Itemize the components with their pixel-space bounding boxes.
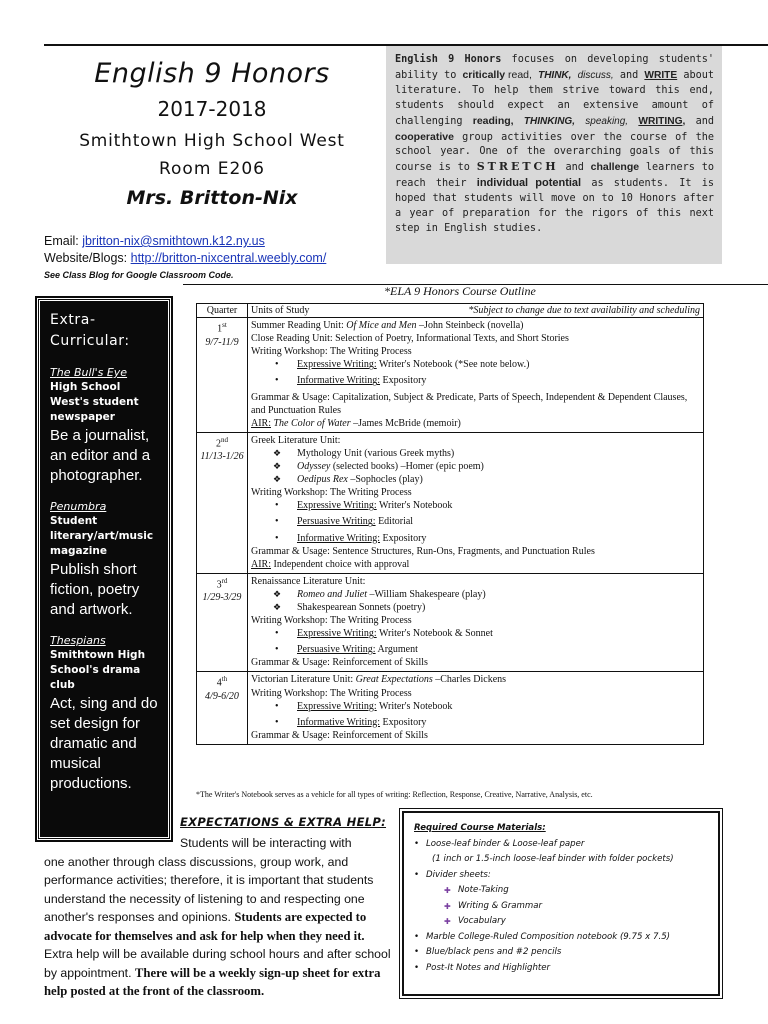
units-cell: Greek Literature Unit: ❖ Mythology Unit (various Greek myths) ❖ Odyssey (selected books) –Homer (epic poem) ❖ Oedipus Rex –Sophocles (play) Writing Workshop: The Writing Process • Expressive Writing: Writer's Notebook • Persuasive Writing: Editorial • Informative Writing: Expository Grammar & Usage: Sentence Structures, Run-Ons, Fragments, and Punctuation Rules AIR: Independent choice with approval [248, 432, 704, 573]
list-item-note: (1 inch or 1.5-inch loose-leaf binder with folder pockets) [432, 854, 674, 864]
expectations-signup: There will be a weekly sign-up sheet for extra help posted at the front of the classroom. [44, 965, 381, 998]
divider-item: ✚ Vocabulary [414, 914, 712, 930]
intro-read: read, [505, 68, 532, 81]
extra-curricular-title: Extra-Curricular: [50, 312, 130, 349]
table-row [197, 573, 704, 672]
quarter-dates: 4/9-6/20 [205, 690, 239, 702]
email-line [44, 234, 389, 248]
table-row [197, 672, 704, 744]
expectations-body [44, 834, 396, 1001]
list-item: • Blue/black pens and #2 pencils [414, 945, 712, 961]
intro-speaking: speaking, [585, 115, 629, 127]
units-cell: Renaissance Literature Unit: ❖ Romeo and Juliet –William Shakespeare (play) ❖ Shakespearean Sonnets (poetry) Writing Workshop: The Writing Process • Expressive Writing: Writer's Notebook & Sonnet • Persuasive Writing: Argument Grammar & Usage: Reinforcement of Skills [248, 573, 704, 672]
required-materials-box [402, 811, 720, 996]
quarter-cell [197, 318, 248, 433]
col-quarter: Quarter [197, 304, 248, 318]
expectations-text: Students will be interacting with [180, 836, 352, 850]
intro-reading: reading, [472, 114, 514, 127]
course-description [386, 46, 722, 264]
quarter-number: 1st [217, 321, 227, 335]
outline-subtitle: *Subject to change due to text availability and scheduling [468, 305, 700, 316]
school-name: Smithtown High School West [79, 131, 345, 151]
intro-text: focuses on developing students' ability to [395, 54, 714, 81]
intro-challenge: challenge [590, 161, 640, 174]
writers-notebook-footnote: *The Writer's Notebook serves as a vehicle for all types of writing: Reflection, Response, Creative, Narrative, Analysis, etc. [196, 790, 593, 799]
quarter-number: 4th [216, 675, 228, 689]
expectations-advocate: Students are expected to advocate for themselves and ask for help when they need it. [44, 910, 367, 943]
club-tagline: Be a journalist, an editor and a photographer. [50, 427, 151, 484]
intro-write: WRITE [644, 69, 678, 81]
extra-curricular-panel [37, 298, 171, 840]
expectations-text: one another through class discussions, group work, and performance activities; therefore, it is important that students understand the necessity of listening to and respecting one another's responses and opinions. [44, 854, 374, 924]
quarter-number: 2nd [216, 435, 228, 450]
list-item: • Marble College-Ruled Composition notebook (9.75 x 7.5) [414, 930, 712, 946]
intro-discuss: discuss, [577, 69, 614, 81]
col-units-label: Units of Study [251, 305, 310, 316]
intro-potential: individual potential [476, 177, 582, 190]
intro-text: group activities over the course of the school year. One of the overarching goals of this course is to [395, 131, 714, 174]
divider-item: ✚ Writing & Grammar [414, 899, 712, 915]
club-description: Smithtown High School's drama club [50, 649, 146, 691]
intro-text: learners to reach their [395, 162, 714, 190]
club-description: High School West's student newspaper [50, 381, 139, 423]
intro-and: and [685, 115, 714, 127]
club-name: The Bull's Eye [50, 366, 128, 379]
quarter-cell [197, 573, 248, 672]
quarter-number: 3rd [216, 576, 228, 591]
intro-critically: critically [462, 68, 506, 81]
course-title: English 9 Honors [94, 58, 330, 89]
teacher-name: Mrs. Britton-Nix [126, 187, 298, 209]
intro-think: THINK, [538, 69, 572, 81]
club-description: Student literary/art/music magazine [50, 515, 154, 557]
club-name: Thespians [50, 634, 106, 647]
intro-stretch: STRETCH [476, 160, 559, 174]
materials-title: Required Course Materials: [414, 823, 546, 833]
expectations-title: EXPECTATIONS & EXTRA HELP: [180, 815, 387, 829]
website-link[interactable]: http://britton-nixcentral.weebly.com/ [130, 251, 327, 265]
units-cell: Summer Reading Unit: Of Mice and Men –John Steinbeck (novella) Close Reading Unit: Selection of Poetry, Informational Texts, and Short Stories Writing Workshop: The Writing Process • Expressive Writing: Writer's Notebook (*See note below.) • Informative Writing: Expository Grammar & Usage: Capitalization, Subject & Predicate, Parts of Speech, Independent & Dependent Clauses, and Punctuation Rules AIR: The Color of Water –James McBride (memoir) [248, 318, 704, 433]
quarter-cell [197, 672, 248, 744]
table-header-row [197, 304, 704, 318]
intro-course-name: English 9 Honors [395, 54, 502, 65]
club-tagline: Publish short fiction, poetry and artwork. [50, 561, 140, 618]
quarter-dates: 1/29-3/29 [202, 592, 242, 604]
club-tagline: Act, sing and do set design for dramatic and musical productions. [50, 695, 158, 792]
intro-text: as students. It is hoped that students will move on to 10 Honors after a year of preparation for the rigors of this next step in English studies. [395, 178, 714, 234]
email-label: Email: [44, 234, 83, 248]
table-row [197, 432, 704, 573]
club-name: Penumbra [50, 500, 107, 513]
intro-writing: WRITING, [638, 115, 686, 127]
school-year: 2017-2018 [157, 97, 267, 121]
col-units [248, 304, 704, 318]
quarter-dates: 11/13-1/26 [200, 451, 244, 463]
intro-thinking: THINKING, [523, 115, 575, 127]
table-row [197, 318, 704, 433]
quarter-cell [197, 432, 248, 573]
intro-and: and [558, 162, 591, 174]
quarter-dates: 9/7-11/9 [205, 336, 239, 348]
website-line [44, 251, 389, 265]
header [44, 58, 380, 209]
intro-text: about literature. To help them strive toward this end, students should expect an extensive amount of challenging [395, 69, 715, 127]
intro-cooperative: cooperative [395, 130, 454, 143]
list-item: • Loose-leaf binder & Loose-leaf paper [414, 837, 712, 853]
website-label: Website/Blogs: [44, 251, 131, 265]
room-number: Room E206 [158, 159, 265, 179]
classroom-code-note: See Class Blog for Google Classroom Code. [44, 270, 234, 280]
list-item: • Divider sheets: [414, 868, 712, 884]
intro-and: and [613, 69, 645, 81]
divider-item: ✚ Note-Taking [414, 883, 712, 899]
email-link[interactable]: jbritton-nix@smithtown.k12.ny.us [82, 234, 265, 248]
list-item: • Post-It Notes and Highlighter [414, 961, 712, 977]
outline-title: *ELA 9 Honors Course Outline [384, 284, 536, 298]
course-outline-table [196, 303, 704, 745]
units-cell: Victorian Literature Unit: Great Expectations –Charles Dickens Writing Workshop: The Writing Process • Expressive Writing: Writer's Notebook • Informative Writing: Expository Grammar & Usage: Reinforcement of Skills [248, 672, 704, 744]
expectations-text: Extra help will be available during school hours and after school by appointment. [44, 947, 391, 980]
